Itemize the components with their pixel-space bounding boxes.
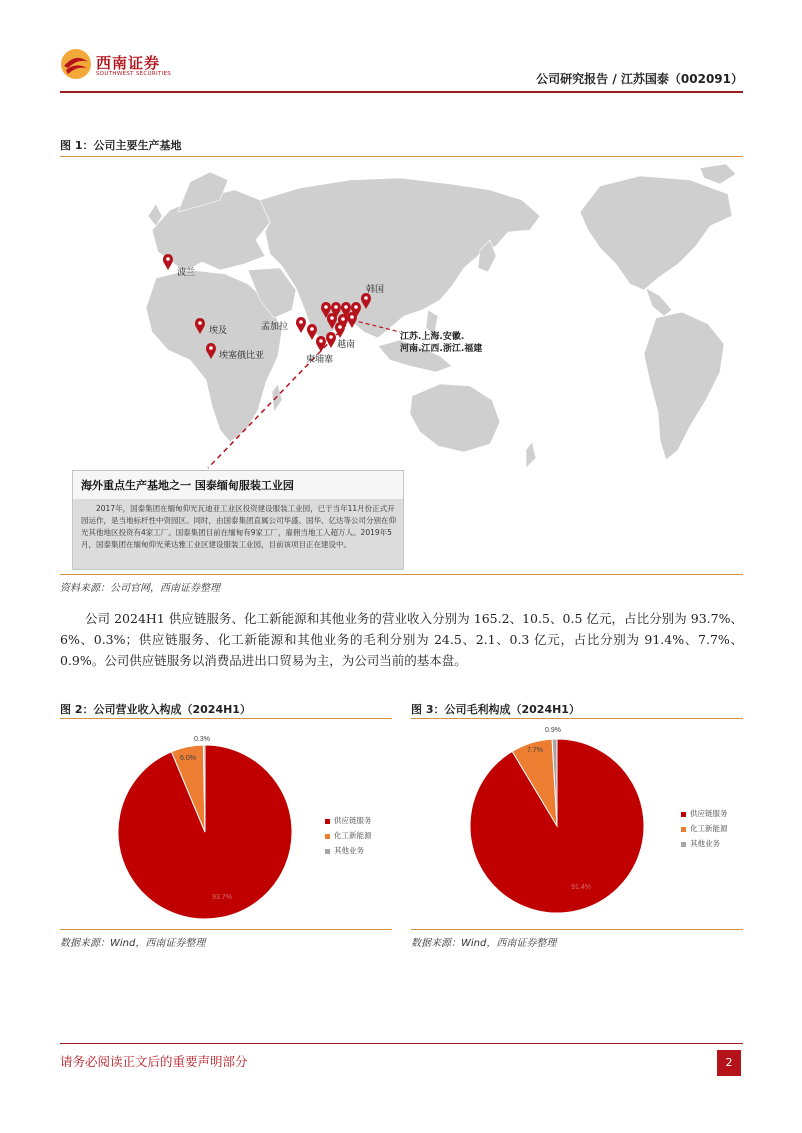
figure2-title: 图 2：公司营业收入构成（2024H1） bbox=[60, 703, 251, 716]
logo-name: 西南证券 bbox=[96, 54, 161, 72]
label-china-line1: 江苏.上海.安徽. bbox=[400, 332, 465, 342]
legend-swatch bbox=[325, 849, 330, 854]
figure3-bottom-rule bbox=[411, 929, 743, 930]
figure2-title-rule bbox=[60, 718, 392, 719]
label-korea: 韩国 bbox=[366, 285, 385, 295]
legend-supply bbox=[681, 808, 728, 819]
figure3-title-rule bbox=[411, 718, 743, 719]
figure2-bottom-rule bbox=[60, 929, 392, 930]
body-paragraph: 公司 2024H1 供应链服务、化工新能源和其他业务的营业收入分别为 165.2、10.5、0.5 亿元，占比分别为 93.7%、6%、0.3%；供应链服务、化工新能源和其他业务的毛利分别为 24.5、2.1、0.3 亿元，占比分别为 91.4%、7.7%、0.9%。公司供应链服务以消费品进出口贸易为主，为公司当前的基本盘。 bbox=[60, 611, 743, 668]
legend-swatch bbox=[325, 834, 330, 839]
logo-subtitle: SOUTHWEST SECURITIES bbox=[96, 71, 172, 77]
figure2-source: 数据来源：Wind，西南证券整理 bbox=[60, 938, 206, 949]
pin-china-7 bbox=[347, 312, 357, 328]
page-header bbox=[60, 46, 743, 92]
legend-label: 化工新能源 bbox=[334, 831, 372, 840]
header-divider bbox=[60, 91, 743, 93]
figure3-source: 数据来源：Wind，西南证券整理 bbox=[411, 938, 557, 949]
report-title: 公司研究报告 / 江苏国泰（002091） bbox=[536, 72, 743, 86]
legend-chem bbox=[681, 823, 728, 834]
callout-body: 2017年，国泰集团在缅甸仰光瓦迪亚工业区投资建设服装工业园，已于当年11月份正式开园运作，是当地标杆性中资园区。同时，由国泰集团直属公司华盛、国华、亿达等公司分别在仰光其他地区投资有4家工厂。国泰集团目前在缅甸有9家工厂，雇佣当地工人超万人。2019年5月，国泰集团在缅甸仰光莱达雅工业区建设服装工业园，目前该项目正在建设中。 bbox=[81, 504, 396, 549]
legend-supply bbox=[325, 815, 372, 826]
label-ethiopia: 埃塞俄比亚 bbox=[219, 351, 265, 361]
pin-vietnam bbox=[326, 332, 336, 348]
data-label-slice-supply-chain: 93.7% bbox=[212, 894, 232, 901]
central-america-shape bbox=[646, 288, 672, 316]
legend-label: 其他业务 bbox=[690, 839, 720, 848]
label-bangladesh: 孟加拉 bbox=[261, 322, 289, 332]
legend-swatch bbox=[681, 827, 686, 832]
label-vietnam: 越南 bbox=[337, 340, 356, 350]
logo-emblem-icon bbox=[60, 48, 92, 80]
figure1-title: 图 1：公司主要生产基地 bbox=[60, 139, 182, 152]
figure1-title-rule bbox=[60, 156, 743, 157]
company-logo bbox=[60, 46, 190, 82]
legend-swatch bbox=[325, 819, 330, 824]
label-china-line2: 河南.江西.浙江.福建 bbox=[400, 344, 483, 354]
legend-label: 其他业务 bbox=[334, 846, 364, 855]
page-number: 2 bbox=[717, 1050, 741, 1076]
callout-title: 海外重点生产基地之一 国泰缅甸服装工业园 bbox=[73, 471, 403, 499]
north-america-shape bbox=[580, 176, 732, 290]
pin-china-8 bbox=[335, 322, 345, 338]
asia-shape bbox=[260, 178, 540, 340]
label-cambodia: 柬埔寨 bbox=[306, 355, 334, 365]
myanmar-park-callout bbox=[72, 470, 404, 570]
greenland-shape bbox=[700, 164, 736, 184]
figure1-bottom-rule bbox=[60, 574, 743, 575]
legend-swatch bbox=[681, 812, 686, 817]
legend-label: 供应链服务 bbox=[334, 816, 372, 825]
pin-cambodia bbox=[316, 336, 326, 352]
pin-poland bbox=[163, 254, 173, 270]
legend-chem bbox=[325, 830, 372, 841]
data-label-slice-supply-chain: 91.4% bbox=[571, 884, 591, 891]
footer-divider bbox=[60, 1043, 743, 1044]
figure1-source: 资料来源：公司官网，西南证券整理 bbox=[60, 583, 220, 594]
data-label-slice-other: 0.9% bbox=[545, 727, 561, 734]
legend-other bbox=[325, 845, 364, 856]
pin-bangladesh bbox=[296, 317, 306, 333]
south-america-shape bbox=[644, 312, 724, 460]
figure3-title: 图 3：公司毛利构成（2024H1） bbox=[411, 703, 580, 716]
data-label-slice-other: 0.3% bbox=[194, 736, 210, 743]
legend-swatch bbox=[681, 842, 686, 847]
new-zealand-shape bbox=[526, 442, 536, 468]
pin-myanmar bbox=[307, 324, 317, 340]
label-egypt: 埃及 bbox=[209, 326, 228, 336]
legend-label: 供应链服务 bbox=[690, 809, 728, 818]
australia-shape bbox=[410, 384, 500, 452]
data-label-slice-chemical-energy: 6.0% bbox=[180, 755, 196, 762]
madagascar-shape bbox=[272, 384, 282, 412]
label-poland: 波兰 bbox=[177, 268, 196, 278]
data-label-slice-chemical-energy: 7.7% bbox=[527, 747, 543, 754]
legend-label: 化工新能源 bbox=[690, 824, 728, 833]
legend-other bbox=[681, 838, 720, 849]
footer-disclaimer: 请务必阅读正文后的重要声明部分 bbox=[60, 1054, 248, 1069]
